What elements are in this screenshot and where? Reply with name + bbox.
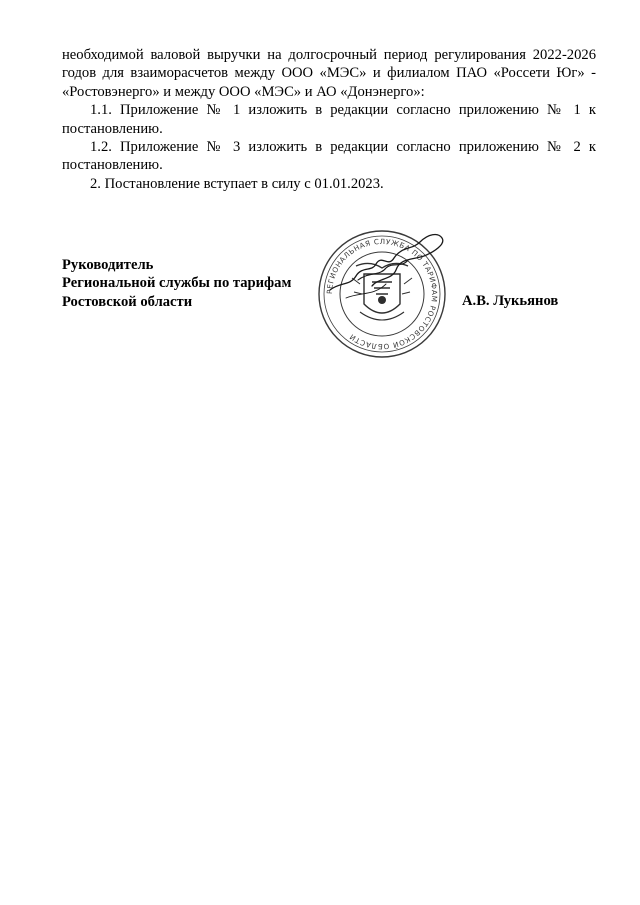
signatory-position [62,256,291,311]
position-line-1: Руководитель [62,257,154,273]
official-seal-stamp [316,228,448,360]
seal-ring-text: РЕГИОНАЛЬНАЯ СЛУЖБА ПО ТАРИФАМ РОСТОВСКОЙ ОБЛАСТИ [324,236,440,352]
paragraph-item-1-1: 1.1. Приложение № 1 изложить в редакции согласно приложению № 1 к постановлению. [62,102,596,137]
paragraph-item-2: 2. Постановление вступает в силу с 01.01.2023. [90,175,384,192]
paragraph-intro: необходимой валовой выручки на долгосрочный период регулирования 2022-2026 годов для взаиморасчетов между ООО «МЭС» и филиалом ПАО «Россети Юг» - «Ростовэнерго» и между ООО «МЭС» и АО «Донэнерго»: [62,47,596,100]
signer-name: А.В. Лукьянов [462,293,559,309]
position-line-3: Ростовской области [62,293,193,310]
document-body [62,46,596,193]
paragraph-item-1-2: 1.2. Приложение № 3 изложить в редакции согласно приложению № 2 к постановлению. [62,139,596,174]
position-line-2: Региональной службы по тарифам [62,275,292,292]
